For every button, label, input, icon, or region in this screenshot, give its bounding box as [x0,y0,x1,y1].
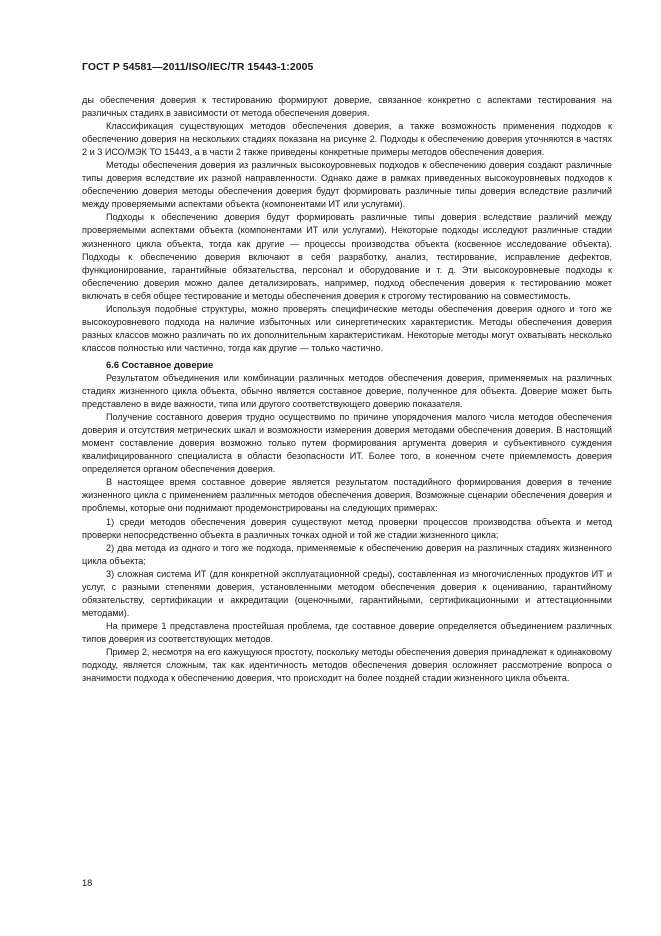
paragraph: На примере 1 представлена простейшая проблема, где составное доверие определяется объединением различных типов доверия из соответствующих методов. [82,620,612,644]
section-heading: 6.6 Составное доверие [106,358,214,370]
paragraph: Результатом объединения или комбинации различных методов обеспечения доверия, применяемых на различных стадиях жизненного цикла объекта, обычно является составное доверие, полученное для объекта. Доверие может быть представлено в виде важности, типа или другого соответствующего доверию показателя. [82,372,612,410]
paragraph: Классификация существующих методов обеспечения доверия, а также возможность применения подходов к обеспечению доверия на нескольких стадиях показана на рисунке 2. Подходы к обеспечению доверия уточняются в частях 2 и 3 ИСО/МЭК ТО 15443, а в части 2 также приведены конкретные примеры методов обеспечения доверия. [82,121,612,158]
page-number: 18 [82,878,93,888]
document-header: ГОСТ Р 54581—2011/ISO/IEC/TR 15443-1:2005 [82,62,314,73]
list-item: 2) два метода из одного и того же подхода, применяемые к обеспечению доверия на различных стадиях жизненного цикла объекта; [82,542,612,566]
paragraph: Пример 2, несмотря на его кажущуюся простоту, поскольку методы обеспечения доверия принадлежат к одинаковому подходу, является сложным, так как идентичность методов обеспечения доверия осложняет рассмотрение вопроса о значимости подхода к обеспечению доверия, что происходит на более поздней стадии жизненного цикла объекта. [82,646,612,684]
paragraph: Подходы к обеспечению доверия будут формировать различные типы доверия вследствие различий между проверяемыми аспектами объекта (компонентами ИТ или услугами). Некоторые подходы исследуют различные стадии жизненного цикла объекта, тогда как другие — процессы производства объекта (косвенное исследование объекта). Подходы к обеспечению доверия включают в себя разработку, анализ, тестирование, исправление дефектов, функционирование, гарантийные обязательства, персонал и оборудование и т. д. Эти высокоуровневые подходы к обеспечению доверия можно далее детализировать, например, подход обеспечения доверия к тестированию может включать в себя общее тестирование и методы обеспечения доверия к строгому тестированию на совместимость. [82,212,612,301]
list-item: 1) среди методов обеспечения доверия существуют метод проверки процессов производства объекта и метод проверки непосредственно объекта в различных точках одной и той же стадии жизненного цикла; [82,516,612,540]
list-item: 3) сложная система ИТ (для конкретной эксплуатационной среды), составленная из многочисленных продуктов ИТ и услуг, с разными степенями доверия, установленными методом обеспечения доверия к оцениванию, гарантийному обязательству, сертификации и аккредитации (оценочными, гарантийными, сертификационными и аттестационными методами). [82,568,612,618]
paragraph-continuation: ды обеспечения доверия к тестированию формируют доверие, связанное конкретно с аспектами тестирования на различных стадиях в зависимости от метода обеспечения доверия. [82,95,612,119]
document-body [82,94,612,685]
paragraph: В настоящее время составное доверие является результатом постадийного формирования доверия в течение жизненного цикла с применением различных методов обеспечения доверия. Возможные сценарии обеспечения доверия и проблемы, которые они поднимают продемонстрированы на следующих примерах: [82,477,612,514]
paragraph: Получение составного доверия трудно осуществимо по причине упорядочения малого числа методов обеспечения доверия и отсутствия метрических шкал и возможности измерения доверия методами обеспечения доверия. В настоящий момент составление доверия возможно только путем формирования аргумента доверия и субъективного суждения квалифицированного специалиста в области безопасности ИТ. Более того, в конечном счете приемлемость доверия определяется органом обеспечения доверия. [82,412,612,475]
paragraph: Используя подобные структуры, можно проверять специфические методы обеспечения доверия одного и того же высокоуровневого подхода на наличие избыточных или синергетических характеристик. Методы обеспечения доверия разных классов можно различать по их дополнительным характеристикам. Некоторые методы могут охватывать несколько классов полностью или частично, тогда как другие — только частично. [82,303,612,353]
paragraph: Методы обеспечения доверия из различных высокоуровневых подходов к обеспечению доверия создают различные типы доверия вследствие их разной направленности. Однако даже в рамках приведенных высокоуровневых подходов к обеспечению доверия методы обеспечения доверия будут формировать различные типы доверия вследствие различий между проверяемыми аспектами объекта (компонентами ИТ или услугами). [82,160,612,210]
